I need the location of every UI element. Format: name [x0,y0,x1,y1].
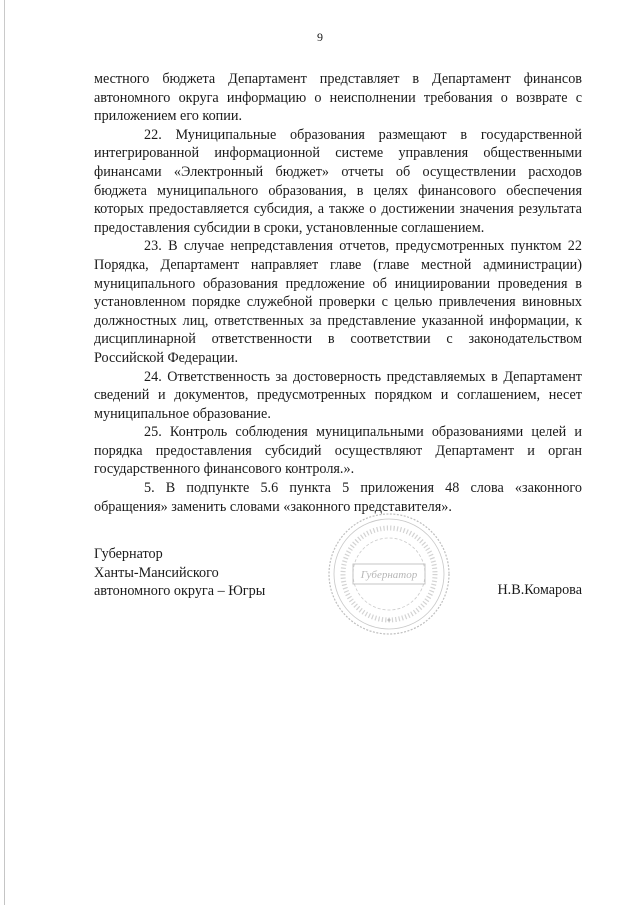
signature-block [94,545,265,601]
signatory-title-line2: Ханты-Мансийского [94,564,219,581]
signatory-title-line1: Губернатор [94,546,163,562]
paragraph-25: 25. Контроль соблюдения муниципальными образованиями целей и порядка предоставления субсидий осуществляют Департамент и орган государственного финансового контроля.». [94,424,582,478]
paragraph-23: 23. В случае непредставления отчетов, предусмотренных пунктом 22 Порядка, Департамент направляет главе (главе местной администрации) муниципального образования предложение об инициировании проведения в установленном порядке служебной проверки с целью привлечения виновных должностных лиц, ответственных за представление указанной информации, к дисциплинарной ответственности в соответствии с законодательством Российской Федерации. [94,238,582,366]
document-body [94,70,582,516]
page-edge [4,0,5,905]
seal-center-text: Губернатор [360,569,418,581]
signatory-title-line3: автономного округа – Югры [94,583,266,600]
page-number: 9 [317,30,323,44]
paragraph-continuation: местного бюджета Департамент представляет в Департамент финансов автономного округа информацию о неисполнении требования о возврате с приложением его копии. [94,71,582,125]
paragraph-22: 22. Муниципальные образования размещают в государственной интегрированной информационной системе управления общественными финансами «Электронный бюджет» отчеты об осуществлении расходов бюджета муниципального образования, в целях финансового обеспечения которых предоставляется субсидия, а также о достижении значения результата предоставления субсидии в сроки, установленные соглашением. [94,126,582,236]
paragraph-24: 24. Ответственность за достоверность представляемых в Департамент сведений и документов, предусмотренных порядком и соглашением, несет муниципальное образование. [94,368,582,422]
signatory-name: Н.В.Комарова [497,582,582,598]
official-seal-stamp [325,510,453,638]
paragraph-5: 5. В подпункте 5.6 пункта 5 приложения 48 слова «законного обращения» заменить словами «законного представителя». [94,480,582,515]
